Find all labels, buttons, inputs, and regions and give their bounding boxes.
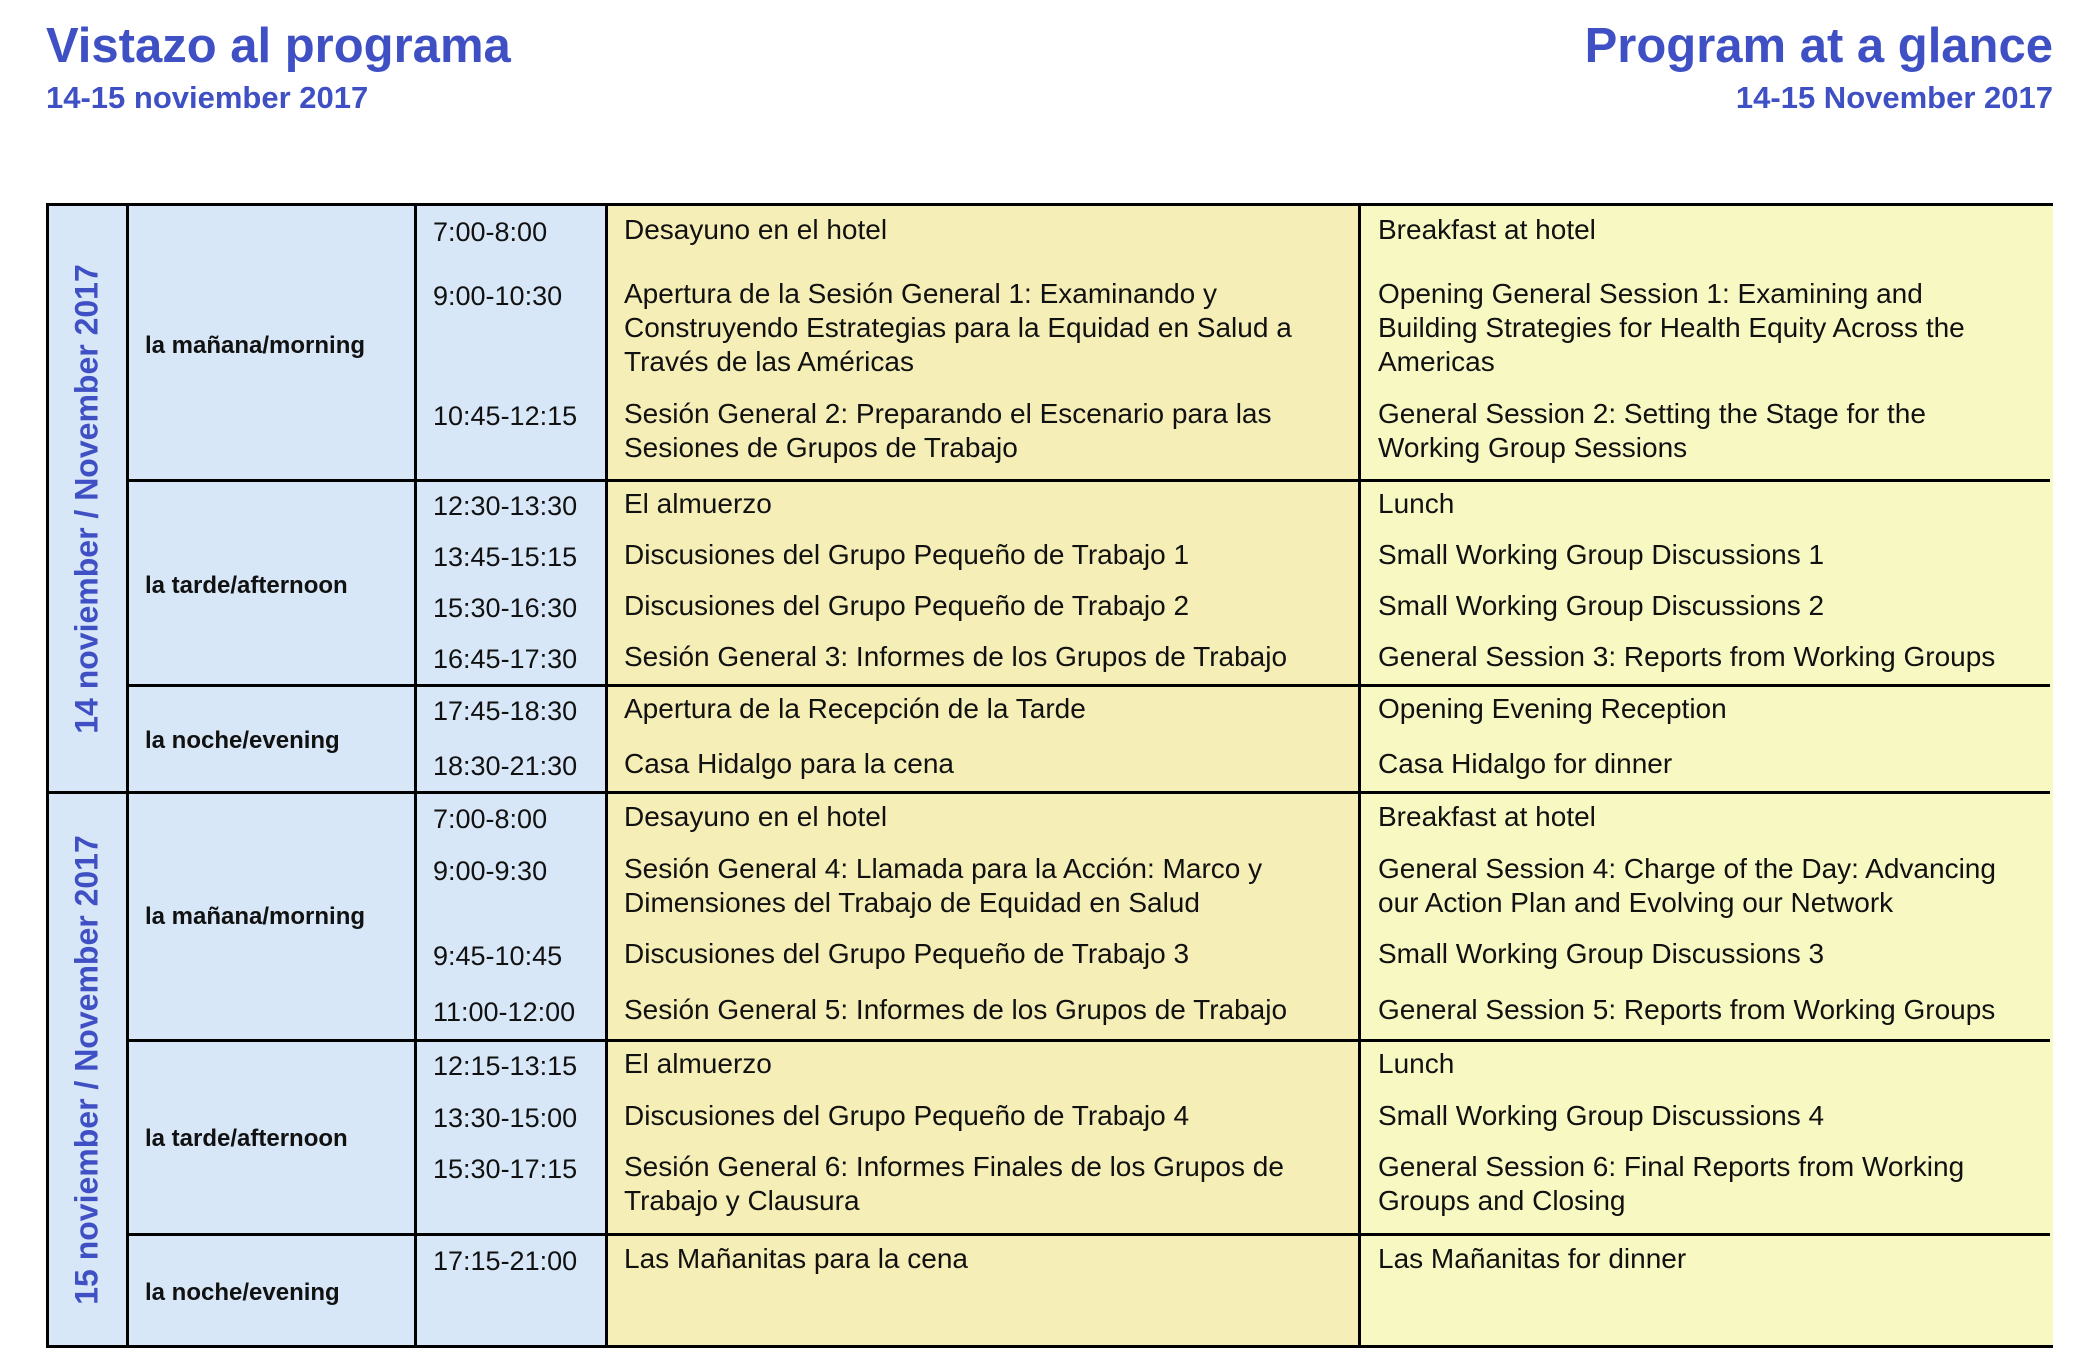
date-english: 14-15 November 2017 xyxy=(1735,80,2053,115)
period-label: la mañana/morning xyxy=(145,903,366,930)
session-english: Casa Hidalgo for dinner xyxy=(1378,748,1673,779)
session-english: Small Working Group Discussions 1 xyxy=(1378,539,1825,570)
day-divider xyxy=(49,791,2050,794)
session-spanish: Las Mañanitas para la cena xyxy=(624,1243,968,1274)
session-spanish: Desayuno en el hotel xyxy=(624,214,888,245)
session-time: 9:00-10:30 xyxy=(433,281,563,311)
session-english: Breakfast at hotel xyxy=(1378,214,1596,245)
session-english: Opening Evening Reception xyxy=(1378,693,1727,724)
title-spanish: Vistazo al programa xyxy=(46,19,511,73)
session-english: Small Working Group Discussions 2 xyxy=(1378,590,1825,621)
session-spanish: Discusiones del Grupo Pequeño de Trabajo 1 xyxy=(624,539,1190,570)
session-english: General Session 3: Reports from Working Groups xyxy=(1378,641,1996,672)
session-spanish: Casa Hidalgo para la cena xyxy=(624,748,954,779)
session-time: 10:45-12:15 xyxy=(433,401,578,431)
col-divider-time xyxy=(605,206,608,1345)
session-time: 11:00-12:00 xyxy=(433,997,576,1027)
session-spanish: Apertura de la Sesión General 1: Examinando y Construyendo Estrategias para la Equidad en Salud a Través de las Américas xyxy=(624,278,1292,377)
session-time: 17:45-18:30 xyxy=(433,696,578,726)
session-english: Lunch xyxy=(1378,1048,1455,1079)
session-english: Breakfast at hotel xyxy=(1378,801,1596,832)
row-divider xyxy=(126,479,2050,482)
period-label: la tarde/afternoon xyxy=(145,1125,348,1152)
date-spanish: 14-15 noviember 2017 xyxy=(46,80,369,115)
row-divider xyxy=(126,1233,2050,1236)
title-english: Program at a glance xyxy=(1584,19,2053,73)
day-label: 15 noviember / November 2017 xyxy=(68,835,105,1305)
col-divider-day xyxy=(126,206,129,1345)
row-divider xyxy=(126,1039,2050,1042)
session-spanish: Discusiones del Grupo Pequeño de Trabajo 3 xyxy=(624,938,1190,969)
session-spanish: El almuerzo xyxy=(624,488,772,519)
session-time: 7:00-8:00 xyxy=(433,804,548,834)
session-time: 9:45-10:45 xyxy=(433,941,563,971)
session-english: General Session 6: Final Reports from Working Groups and Closing xyxy=(1378,1151,1965,1216)
col-divider-period xyxy=(414,206,417,1345)
period-label: la mañana/morning xyxy=(145,332,366,359)
session-time: 9:00-9:30 xyxy=(433,856,548,886)
period-label: la noche/evening xyxy=(145,1279,340,1306)
session-time: 7:00-8:00 xyxy=(433,217,548,247)
session-time: 18:30-21:30 xyxy=(433,751,578,781)
session-spanish: Apertura de la Recepción de la Tarde xyxy=(624,693,1086,724)
period-label: la tarde/afternoon xyxy=(145,572,348,599)
session-english: Las Mañanitas for dinner xyxy=(1378,1243,1687,1274)
session-spanish: Sesión General 4: Llamada para la Acción: Marco y Dimensiones del Trabajo de Equidad en Salud xyxy=(624,853,1263,918)
session-time: 15:30-17:15 xyxy=(433,1154,578,1184)
session-spanish: Sesión General 2: Preparando el Escenario para las Sesiones de Grupos de Trabajo xyxy=(624,398,1272,463)
session-spanish: Desayuno en el hotel xyxy=(624,801,888,832)
session-time: 17:15-21:00 xyxy=(433,1246,578,1276)
session-english: General Session 4: Charge of the Day: Advancing our Action Plan and Evolving our Network xyxy=(1378,853,1996,918)
session-time: 13:30-15:00 xyxy=(433,1103,578,1133)
session-spanish: El almuerzo xyxy=(624,1048,772,1079)
session-time: 15:30-16:30 xyxy=(433,593,578,623)
day-label: 14 noviember / November 2017 xyxy=(68,264,105,734)
session-spanish: Sesión General 3: Informes de los Grupos de Trabajo xyxy=(624,641,1288,672)
session-english: General Session 5: Reports from Working Groups xyxy=(1378,994,1996,1025)
col-divider-language xyxy=(1358,206,1361,1345)
session-english: Lunch xyxy=(1378,488,1455,519)
period-label: la noche/evening xyxy=(145,727,340,754)
session-time: 12:15-13:15 xyxy=(433,1051,578,1081)
session-english: Opening General Session 1: Examining and Building Strategies for Health Equity Across the Americas xyxy=(1378,278,1965,377)
session-spanish: Sesión General 5: Informes de los Grupos de Trabajo xyxy=(624,994,1288,1025)
row-divider xyxy=(126,684,2050,687)
session-time: 16:45-17:30 xyxy=(433,644,578,674)
session-time: 13:45-15:15 xyxy=(433,542,578,572)
session-english: Small Working Group Discussions 3 xyxy=(1378,938,1825,969)
session-english: Small Working Group Discussions 4 xyxy=(1378,1100,1825,1131)
session-english: General Session 2: Setting the Stage for the Working Group Sessions xyxy=(1378,398,1926,463)
session-spanish: Sesión General 6: Informes Finales de los Grupos de Trabajo y Clausura xyxy=(624,1151,1284,1216)
session-spanish: Discusiones del Grupo Pequeño de Trabajo 2 xyxy=(624,590,1190,621)
program-table xyxy=(46,203,2053,1348)
session-time: 12:30-13:30 xyxy=(433,491,578,521)
session-spanish: Discusiones del Grupo Pequeño de Trabajo 4 xyxy=(624,1100,1190,1131)
